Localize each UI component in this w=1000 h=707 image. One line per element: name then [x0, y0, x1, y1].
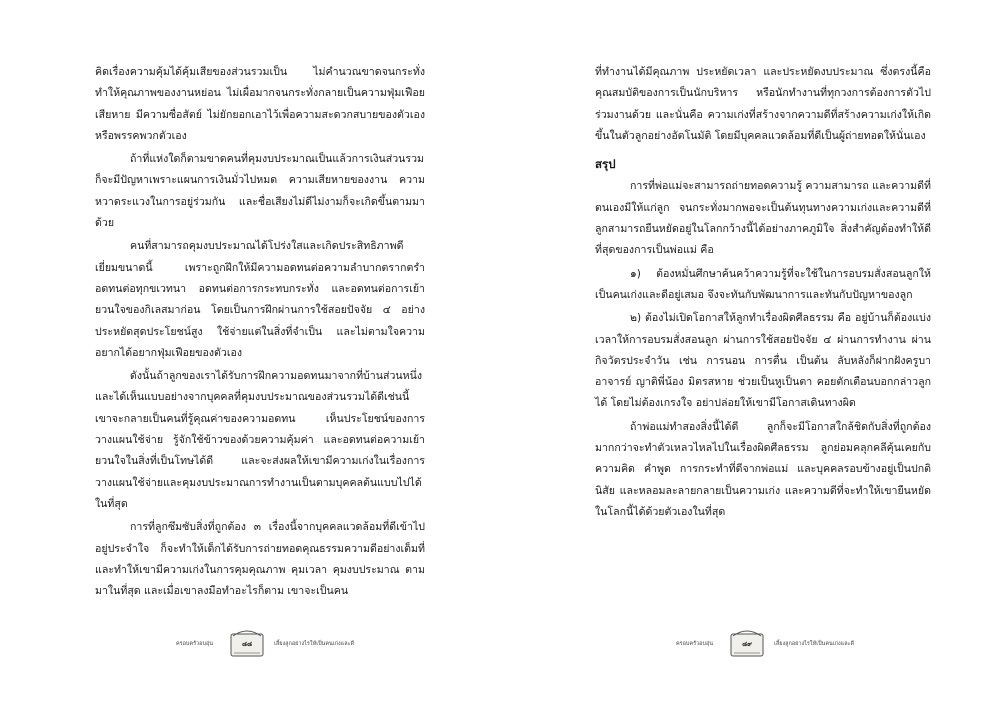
left-page-footer — [0, 628, 500, 662]
page-number: ๘๘ — [241, 640, 253, 648]
right-paragraph-4: ถ้าพ่อแม่ทำสองสิ่งนี้ได้ดี ลูกก็จะมีโอกาสใกล้ชิดกับสิ่งที่ถูกต้องมากกว่าจะทำตัวเหลวไหลไปในเรื่องผิดศีลธรรม ลูกย่อมคลุกคลีคุ้นเคยกับความคิด คำพูด การกระทำที่ดีจากพ่อแม่ และบุคคลรอบข้างอยู่เป็นปกตินิสัย และหลอมละลายกลายเป็นความเก่ง และความดีที่จะทำให้เขายืนหยัดในโลกนี้ได้ด้วยตัวเองในที่สุด — [595, 420, 931, 518]
page-number: ๘๙ — [742, 640, 752, 648]
left-paragraph-4: ดังนั้นถ้าลูกของเราได้รับการฝึกความอดทนมาจากที่บ้านส่วนหนึ่งและได้เห็นแบบอย่างจากบุคคลที่คุมงบประมาณของส่วนรวมได้ดีเช่นนี้ เขาจะกลายเป็นคนที่รู้คุณค่าของความอดทน เห็นประโยชน์ของการวางแผนใช้จ่าย รู้จักใช้ข้าวของด้วยความคุ้มค่า และอดทนต่อความเย้ายวนใจในสิ่งที่เป็นโทษได้ดี และจะส่งผลให้เขามีความเก่งในเรื่องการวางแผนใช้จ่ายและคุมงบประมาณการทำงานเป็นตามบุคคลต้นแบบไปได้ในที่สุด — [95, 370, 425, 510]
right-paragraph-3: ๒) ต้องไม่เปิดโอกาสให้ลูกทำเรื่องผิดศีลธรรม คือ อยู่บ้านก็ต้องแบ่งเวลาให้การอบรมสั่งสอนลูก ผ่านการใช้สอยปัจจัย ๔ ผ่านการทำงาน ผ่านกิจวัตรประจำวัน เช่น การนอน การตื่น เป็นต้น ลับหลังก็ฝากฝังครูบาอาจารย์ ญาติพี่น้อง มิตรสหาย ช่วยเป็นหูเป็นตา คอยตักเตือนบอกกล่าวลูกได้ โดยไม่ต้องเกรงใจ อย่าปล่อยให้เขามีโอกาสเดินทางผิด — [595, 312, 931, 410]
left-paragraph-5: การที่ลูกซึมซับสิ่งที่ถูกต้อง ๓ เรื่องนี้จากบุคคลแวดล้อมที่ดีเข้าไปอยู่ประจำใจ ก็จะทำให้เด็กได้รับการถ่ายทอดคุณธรรมความดีอย่างเต็มที่ และทำให้เขามีความเก่งในการคุมคุณภาพ คุมเวลา คุมงบประมาณ ตามมาในที่สุด และเมื่อเขาลงมือทำอะไรก็ตาม เขาจะเป็นคน — [95, 521, 425, 598]
left-paragraph-3: คนที่สามารถคุมงบประมาณได้โปร่งใสและเกิดประสิทธิภาพดีเยี่ยมขนาดนี้ เพราะถูกฝึกให้มีความอดทนต่อความลำบากตรากตรำ อดทนต่อทุกขเวทนา อดทนต่อการกระทบกระทั่ง และอดทนต่อการเย้ายวนใจของกิเลสมาก่อน โดยเป็นการฝึกผ่านการใช้สอยปัจจัย ๔ อย่างประหยัดสุดประโยชน์สูง ใช้จ่ายแต่ในสิ่งที่จำเป็น และไม่ตามใจความอยากได้อยากฟุ่มเฟือยของตัวเอง — [95, 240, 425, 359]
footer-book-title: ครอบครัวอบอุ่น — [176, 641, 214, 647]
section-heading: สรุป — [595, 157, 616, 172]
footer-tagline: เลี้ยงลูกอย่างไรให้เป็นคนเก่งและดี — [774, 641, 855, 647]
left-paragraph-1: คิดเรื่องความคุ้มได้คุ้มเสียของส่วนรวมเป็น ไม่คำนวณขาดจนกระทั่งทำให้คุณภาพของงานหย่อน ไม่เผื่อมากจนกระทั่งกลายเป็นความฟุ่มเฟือยเสียหาย มีความซื่อสัตย์ ไม่ยักยอกเอาไว้เพื่อความสะดวกสบายของตัวเองหรือพรรคพวกตัวเอง — [95, 66, 425, 142]
page-number-badge — [728, 628, 766, 658]
page-number-badge — [228, 628, 266, 658]
right-opening-paragraph: ที่ทำงานได้มีคุณภาพ ประหยัดเวลา และประหยัดงบประมาณ ซึ่งตรงนี้คือคุณสมบัติของการเป็นนักบริหาร หรือนักทำงานที่ทุกวงการต้องการตัวไปร่วมงานด้วย และนั่นคือ ความเก่งที่สร้างจากความดีที่สร้างความเก่งให้เกิดขึ้นในตัวลูกอย่างอัตโนมัติ โดยมีบุคคลแวดล้อมที่ดีเป็นผู้ถ่ายทอดให้นั่นเอง — [595, 66, 931, 142]
right-page-footer — [500, 628, 1000, 662]
footer-tagline: เลี้ยงลูกอย่างไรให้เป็นคนเก่งและดี — [274, 641, 355, 647]
footer-book-title: ครอบครัวอบอุ่น — [676, 641, 714, 647]
right-page-body — [595, 62, 931, 525]
right-paragraph-1: การที่พ่อแม่จะสามารถถ่ายทอดความรู้ ความสามารถ และความดีที่ตนเองมีให้แก่ลูก จนกระทั่งมากพอจะเป็นต้นทุนทางความเก่งและความดีที่ลูกสามารถยืนหยัดอยู่ในโลกกว้างนี้ได้อย่างภาคภูมิใจ สิ่งสำคัญต้องทำให้ดีที่สุดของการเป็นพ่อแม่ คือ — [595, 180, 931, 257]
left-paragraph-2: ถ้าที่แห่งใดก็ตามขาดคนที่คุมงบประมาณเป็นแล้วการเงินส่วนรวมก็จะมีปัญหาเพราะแผนการเงินมั่วไปหมด ความเสียหายของงาน ความหวาดระแวงในการอยู่ร่วมกัน และชื่อเสียงไม่ดีไม่งามก็จะเกิดขึ้นตามมาด้วย — [95, 153, 425, 230]
left-page-body — [95, 62, 425, 604]
right-page — [500, 0, 1000, 707]
right-paragraph-2: ๑) ต้องหมั่นศึกษาค้นคว้าความรู้ที่จะใช้ในการอบรมสั่งสอนลูกให้เป็นคนเก่งและดีอยู่เสมอ จึงจะทันกับพัฒนาการและทันกับปัญหาของลูก — [595, 267, 931, 301]
